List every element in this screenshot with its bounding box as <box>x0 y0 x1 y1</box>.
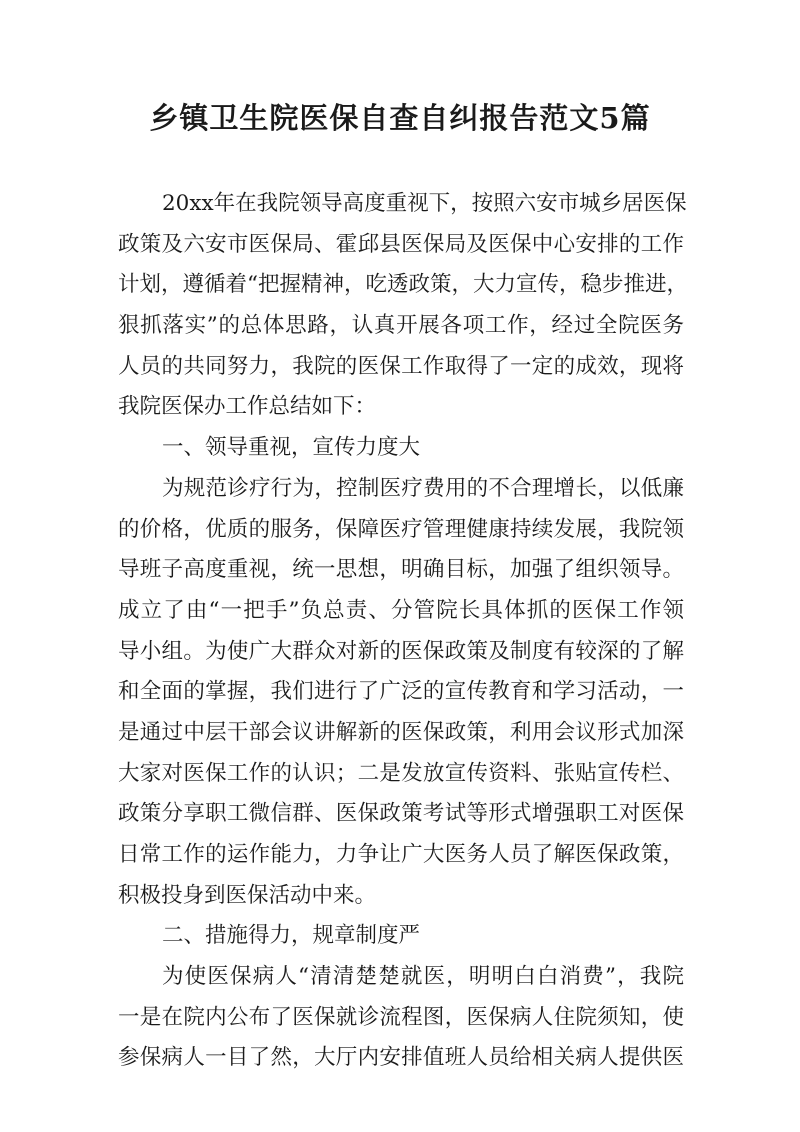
text-line: 政策分享职工微信群、医保政策考试等形式增强职工对医保 <box>118 801 684 827</box>
text-line: 导小组。为使广大群众对新的医保政策及制度有较深的了解 <box>118 638 684 664</box>
text-line: 20xx年在我院领导高度重视下，按照六安市城乡居医保 <box>162 191 687 216</box>
text-line: 日常工作的运作能力，力争让广大医务人员了解医保政策， <box>118 842 684 867</box>
text-line: 为规范诊疗行为，控制医疗费用的不合理增长，以低廉 <box>162 475 684 501</box>
text-line: 人员的共同努力，我院的医保工作取得了一定的成效，现将 <box>118 353 684 379</box>
text-line: 狠抓落实”的总体思路，认真开展各项工作，经过全院医务 <box>118 313 684 339</box>
text-line: 我院医保办工作总结如下： <box>118 394 377 420</box>
text-line: 和全面的掌握，我们进行了广泛的宣传教育和学习活动，一 <box>118 679 684 705</box>
text-line: 为使医保病人“清清楚楚就医，明明白白消费”，我院 <box>162 964 684 990</box>
document-body <box>118 184 688 1079</box>
text-line: 二、措施得力，规章制度严 <box>162 923 421 949</box>
text-line: 计划，遵循着“把握精神，吃透政策，大力宣传，稳步推进， <box>118 272 688 298</box>
text-line: 积极投身到医保活动中来。 <box>118 882 377 908</box>
text-line: 大家对医保工作的认识；二是发放宣传资料、张贴宣传栏、 <box>118 760 684 786</box>
text-line: 导班子高度重视，统一思想，明确目标，加强了组织领导。 <box>118 557 684 583</box>
text-line: 一是在院内公布了医保就诊流程图，医保病人住院须知，使 <box>118 1004 684 1030</box>
text-line: 政策及六安市医保局、霍邱县医保局及医保中心安排的工作 <box>118 231 684 257</box>
text-line: 成立了由“一把手”负总责、分管院长具体抓的医保工作领 <box>118 597 684 623</box>
text-line: 参保病人一目了然，大厅内安排值班人员给相关病人提供医 <box>118 1045 684 1071</box>
text-line: 是通过中层干部会议讲解新的医保政策，利用会议形式加深 <box>118 719 684 745</box>
text-line: 的价格，优质的服务，保障医疗管理健康持续发展，我院领 <box>118 516 684 542</box>
text-line: 一、领导重视，宣传力度大 <box>162 435 421 461</box>
document-title: 乡镇卫生院医保自查自纠报告范文5篇 <box>149 101 651 135</box>
